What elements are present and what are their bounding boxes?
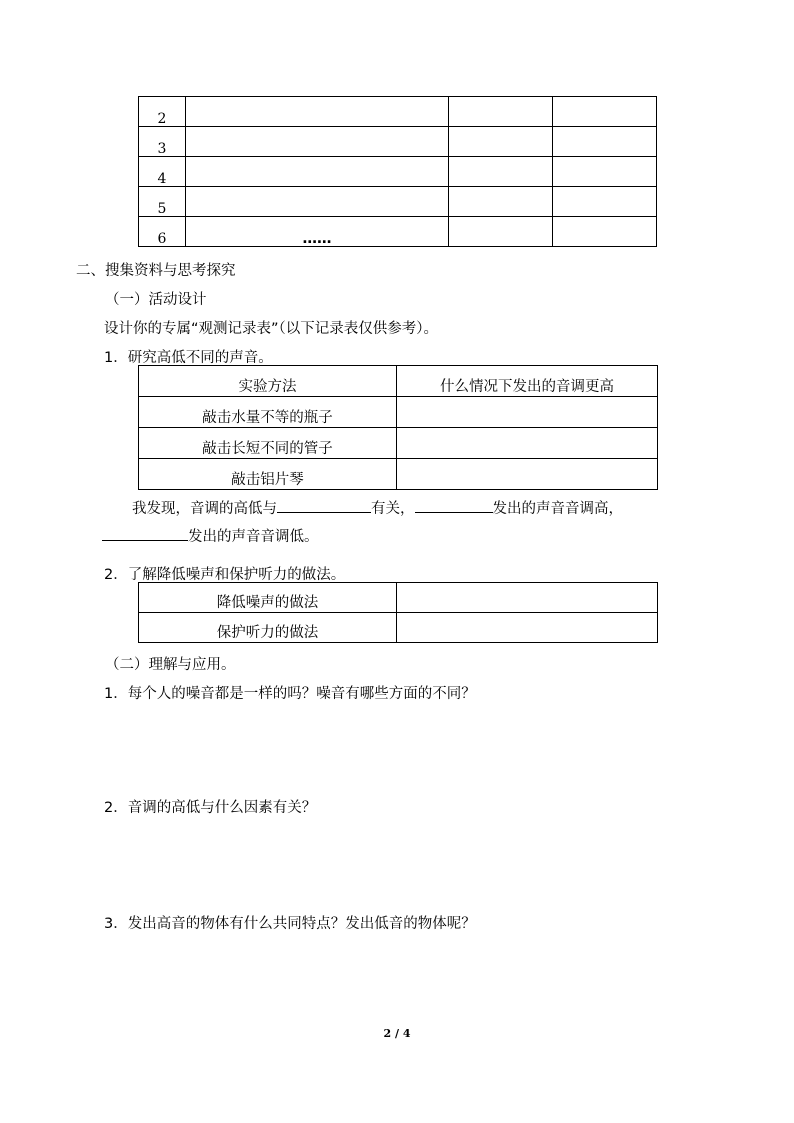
table-row — [139, 613, 658, 643]
answer-cell — [397, 613, 658, 643]
table-row — [139, 97, 657, 127]
blank-line — [415, 497, 493, 513]
experiment-table — [138, 365, 658, 490]
page-number: 2 / 4 — [383, 1027, 411, 1040]
table-cell — [186, 97, 449, 127]
blank-line — [102, 525, 188, 541]
column-header: 什么情况下发出的音调更高 — [397, 366, 658, 397]
section-heading: 二、搜集资料与思考探究 — [76, 263, 236, 279]
table-cell — [553, 97, 657, 127]
ellipsis-cell: …… — [186, 217, 449, 247]
intro-text: 设计你的专属“观测记录表”（以下记录表仅供参考）。 — [104, 321, 439, 337]
finding-text: 发出的声音音调低。 — [188, 529, 319, 545]
table-cell — [449, 217, 553, 247]
question-title: 2．了解降低噪声和保护听力的做法。 — [104, 567, 346, 583]
finding-text: 有关， — [371, 501, 415, 517]
finding-line-2 — [102, 525, 319, 546]
table-cell — [449, 187, 553, 217]
blank-line — [277, 497, 371, 513]
table-row — [139, 583, 658, 613]
table-cell — [186, 187, 449, 217]
question-text: 2．音调的高低与什么因素有关？ — [104, 800, 317, 816]
table-row — [139, 157, 657, 187]
table-cell — [553, 157, 657, 187]
practice-cell: 保护听力的做法 — [139, 613, 397, 643]
answer-cell — [397, 583, 658, 613]
table-row — [139, 127, 657, 157]
question-text: 3．发出高音的物体有什么共同特点？发出低音的物体呢？ — [104, 916, 476, 932]
answer-cell — [397, 428, 658, 459]
practice-table — [138, 582, 658, 643]
question-text: 1．每个人的噪音都是一样的吗？噪音有哪些方面的不同？ — [104, 686, 476, 702]
method-cell: 敲击铝片琴 — [139, 459, 397, 490]
table-row — [139, 459, 658, 490]
table-row — [139, 187, 657, 217]
row-number: 3 — [139, 127, 186, 157]
table-row — [139, 397, 658, 428]
method-cell: 敲击长短不同的管子 — [139, 428, 397, 459]
row-number: 2 — [139, 97, 186, 127]
table-cell — [186, 157, 449, 187]
practice-cell: 降低噪声的做法 — [139, 583, 397, 613]
table-cell — [449, 157, 553, 187]
question-title: 1．研究高低不同的声音。 — [104, 350, 273, 366]
subsection-title: （二）理解与应用。 — [105, 657, 236, 673]
row-number: 4 — [139, 157, 186, 187]
finding-text: 我发现，音调的高低与 — [132, 501, 277, 517]
table-cell — [449, 127, 553, 157]
row-number: 6 — [139, 217, 186, 247]
finding-text: 发出的声音音调高， — [492, 501, 623, 517]
table-header-row — [139, 366, 658, 397]
table-cell — [449, 97, 553, 127]
finding-line-1 — [132, 497, 623, 518]
answer-cell — [397, 397, 658, 428]
column-header: 实验方法 — [139, 366, 397, 397]
table-cell — [553, 217, 657, 247]
table-cell — [186, 127, 449, 157]
row-number: 5 — [139, 187, 186, 217]
record-table — [138, 96, 657, 247]
method-cell: 敲击水量不等的瓶子 — [139, 397, 397, 428]
answer-cell — [397, 459, 658, 490]
table-row — [139, 428, 658, 459]
subsection-title: （一）活动设计 — [105, 292, 207, 308]
table-row — [139, 217, 657, 247]
table-cell — [553, 187, 657, 217]
table-cell — [553, 127, 657, 157]
